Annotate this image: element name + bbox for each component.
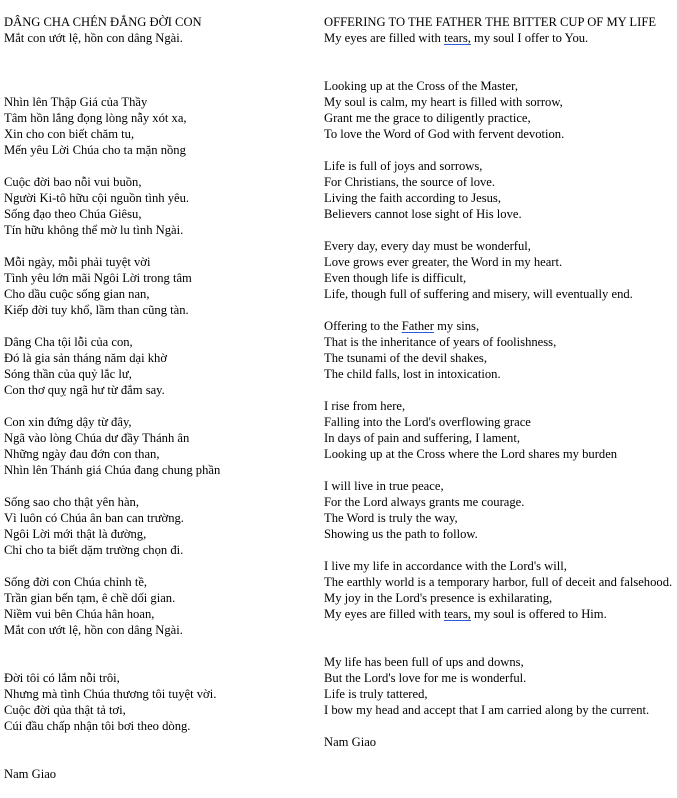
en-stanza-1: Looking up at the Cross of the Master, My soul is calm, my heart is filled with sorrow, Grant me the grace to diligently practice, To love the Word of God with fervent devotion.	[324, 79, 565, 141]
vi-stanza-2: Cuộc đời bao nỗi vui buồn, Người Ki-tô hữu cội nguồn tình yêu. Sống đạo theo Chúa Giêsu, Tín hữu không thể mờ lu tình Ngài.	[4, 175, 190, 237]
spell-underline: tears,	[443, 607, 471, 621]
en-stanza-7: I live my life in accordance with the Lord's will, The earthly world is a temporary harbor, full of deceit and falsehood. My joy in the Lord's presence is exhilarating, My eyes are filled with tears, my soul is offered to Him.	[324, 559, 673, 621]
vi-stanza-4: Dâng Cha tội lỗi của con, Đó là gia sản tháng năm dại khờ Sóng thần của quỷ lắc lư, Con thơ quỵ ngã hư từ đắm say.	[4, 335, 167, 397]
vi-stanza-8: Đời tôi có lắm nỗi trôi, Nhưng mà tình Chúa thương tôi tuyệt vời. Cuộc đời qủa thật tả tơi, Cúi đầu chấp nhận tôi bơi theo dòng.	[4, 671, 217, 733]
en-author: Nam Giao	[324, 735, 377, 749]
english-poem	[324, 14, 674, 750]
en-subtitle: My eyes are filled with tears, my soul I offer to You.	[324, 31, 589, 45]
vi-subtitle: Mắt con ướt lệ, hồn con dâng Ngài.	[4, 31, 183, 45]
vi-title: DÂNG CHA CHÉN ĐẮNG ĐỜI CON	[4, 15, 202, 29]
vi-stanza-7: Sống đời con Chúa chỉnh tề, Trần gian bến tạm, ê chề dối gian. Niềm vui bên Chúa hân hoan, Mắt con ướt lệ, hồn con dâng Ngài.	[4, 575, 183, 637]
vietnamese-poem	[4, 14, 304, 782]
en-stanza-3: Every day, every day must be wonderful, Love grows ever greater, the Word in my heart. Even though life is difficult, Life, though full of suffering and misery, will eventually end.	[324, 239, 633, 301]
en-stanza-6: I will live in true peace, For the Lord always grants me courage. The Word is truly the way, Showing us the path to follow.	[324, 479, 525, 541]
en-stanza-8: My life has been full of ups and downs, But the Lord's love for me is wonderful. Life is truly tattered, I bow my head and accept that I am carried along by the current.	[324, 655, 650, 717]
en-stanza-5: I rise from here, Falling into the Lord's overflowing grace In days of pain and suffering, I lament, Looking up at the Cross where the Lord shares my burden	[324, 399, 618, 461]
spell-underline: tears,	[443, 31, 471, 45]
vi-stanzas	[4, 94, 304, 766]
vi-author: Nam Giao	[4, 767, 57, 781]
vi-stanza-1: Nhìn lên Thập Giá của Thầy Tâm hồn lắng đọng lòng nẫy xót xa, Xin cho con biết chăm tu, Mến yêu Lời Chúa cho ta mặn nồng	[4, 95, 187, 157]
en-title: OFFERING TO THE FATHER THE BITTER CUP OF MY LIFE	[324, 15, 657, 29]
en-stanza-2: Life is full of joys and sorrows, For Christians, the source of love. Living the faith according to Jesus, Believers cannot lose sight of His love.	[324, 159, 522, 221]
vi-stanza-5: Con xin đứng dậy từ đây, Ngã vào lòng Chúa dư đầy Thánh ân Những ngày đau đớn con than, Nhìn lên Thánh giá Chúa đang chung phần	[4, 415, 221, 477]
vi-stanza-6: Sống sao cho thật yên hàn, Vì luôn có Chúa ân ban can trường. Ngôi Lời mới thật là đường, Chỉ cho ta biết dặm trường chọn đi.	[4, 495, 184, 557]
spell-underline: Father	[401, 319, 434, 333]
en-stanza-4: Offering to the Father my sins, That is the inheritance of years of foolishness, The tsunami of the devil shakes, The child falls, lost in intoxication.	[324, 319, 557, 381]
vi-stanza-3: Mỗi ngày, mỗi phải tuyệt vời Tình yêu lớn mãi Ngôi Lời trong tâm Cho dầu cuộc sống gian nan, Kiếp đời tuy khổ, lầm than cũng tàn.	[4, 255, 192, 317]
